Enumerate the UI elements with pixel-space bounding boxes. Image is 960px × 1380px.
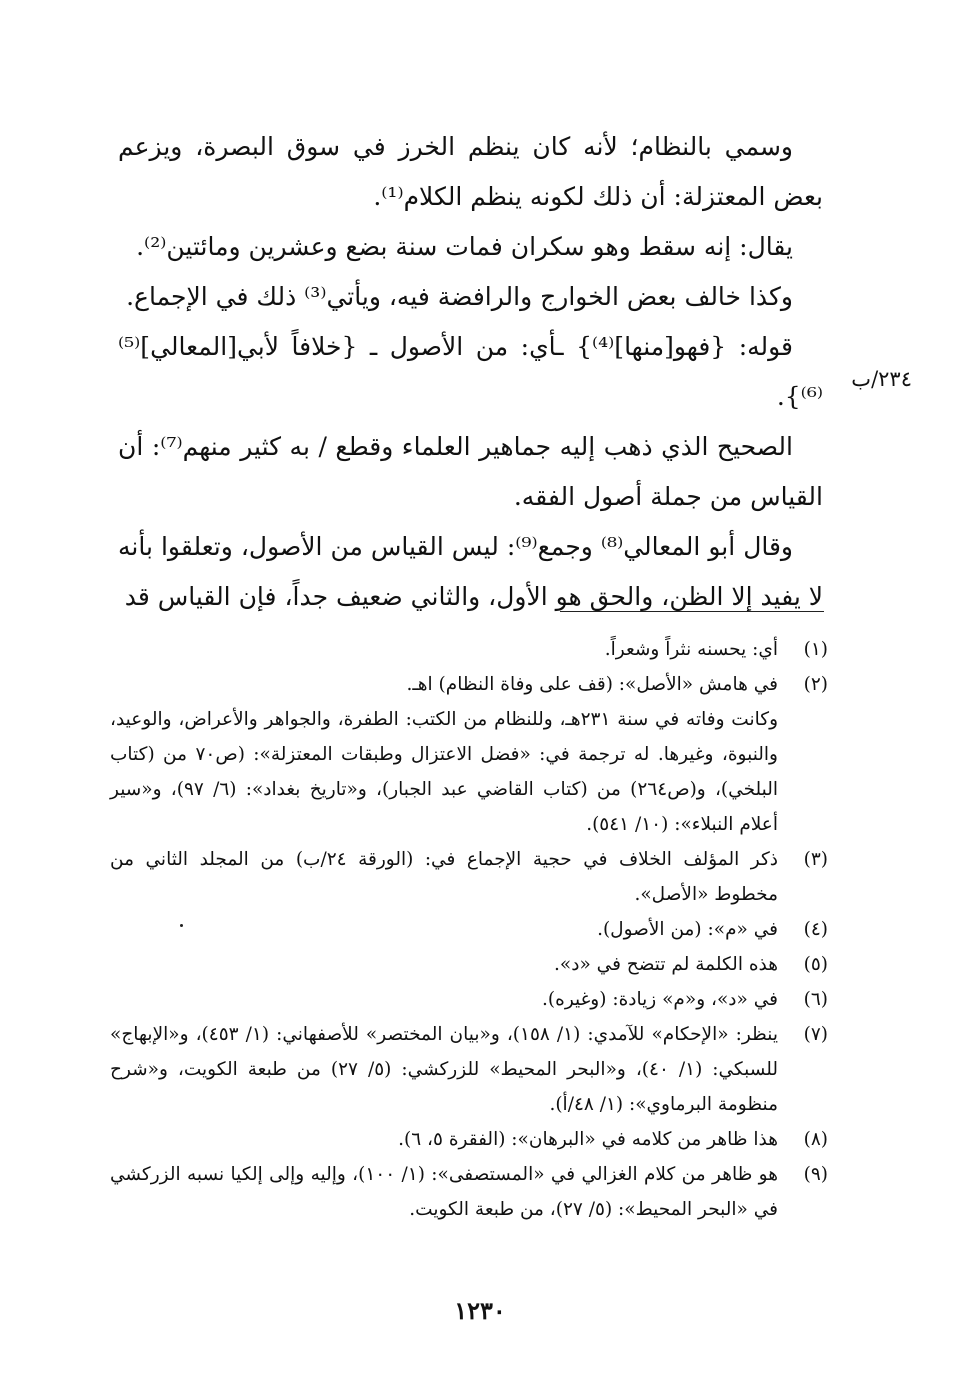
footnote-number: (٥) bbox=[803, 954, 828, 975]
footnote-item bbox=[110, 982, 828, 1017]
footnote-line: وكانت وفاته في سنة ٢٣١هـ، وللنظام من الكتب: الطفرة، والجواهر والأعراض، والوعيد، والنبوة، وغيرها. له ترجمة في: «فضل الاعتزال وطبقات المعتزلة»: (ص٧٠ من (كتاب البلخي)، و(ص٢٦٤) من (كتاب القاضي عبد الجبار)، و«تاريخ بغداد»: (٦/ ٩٧)، و«سير أعلام النبلاء»: (١٠/ ٥٤١). bbox=[110, 709, 778, 835]
footnote-text bbox=[110, 667, 778, 842]
footnote-line: ينظر: «الإحكام» للآمدي: (١/ ١٥٨)، و«بيان المختصر» للأصفهاني: (١/ ٤٥٣)، و«الإبهاج» للسبكي: (١/ ٤٠)، و«البحر المحيط» للزركشي: (٥/ ٢٧) من طبعة الكويت، و«شرح منظومة البرماوي»: (١/ ٤٨/أ). bbox=[110, 1024, 778, 1115]
footnote-number: (٨) bbox=[803, 1129, 828, 1150]
footnote-number: (٣) bbox=[803, 849, 828, 870]
footnote-line: هذا ظاهر من كلامه في «البرهان»: (الفقرة ٥، ٦). bbox=[398, 1129, 778, 1150]
footnote-line: هو ظاهر من كلام الغزالي في «المستصفى»: (١/ ١٠٠)، وإليه وإلى إلكيا نسبه الزركشي في «البحر المحيط»: (٥/ ٢٧)، من طبعة الكويت. bbox=[110, 1164, 778, 1220]
footnote-line: أي: يحسنه نثراً وشعراً. bbox=[604, 639, 778, 660]
footnote-number: (٢) bbox=[803, 674, 828, 695]
footnote-item bbox=[110, 1157, 828, 1227]
footnote-number: (٦) bbox=[803, 989, 828, 1010]
footnote-text bbox=[110, 912, 778, 947]
footnote-number: (٩) bbox=[803, 1164, 828, 1185]
paragraph: الصحيح الذي ذهب إليه جماهير العلماء وقطع / به كثير منهم⁽⁷⁾: أن القياس من جملة أصول الفقه. bbox=[118, 432, 823, 511]
footnote-text bbox=[110, 842, 778, 912]
footnote-line: في «د»، و«م» زيادة: (وغيره). bbox=[542, 989, 778, 1010]
paragraph: قوله: {فهو[منها]⁽⁴⁾} ـأي: من الأصول ـ {خلافاً لأبي[المعالي]⁽⁵⁾⁽⁶⁾}. bbox=[118, 332, 823, 411]
footnote-number: (٤) bbox=[803, 919, 828, 940]
footnote-line: في هامش «الأصل»: (قف على وفاة النظام) اهـ. bbox=[406, 674, 778, 695]
footnote-item bbox=[110, 632, 828, 667]
footnote-item bbox=[110, 947, 828, 982]
footnote-item bbox=[110, 1017, 828, 1122]
footnote-text bbox=[110, 1157, 778, 1227]
paragraph: وكذا خالف بعض الخوارج والرافضة فيه، ويأتي⁽³⁾ ذلك في الإجماع. bbox=[126, 282, 793, 311]
paragraph: وسمي بالنظام؛ لأنه كان ينظم الخرز في سوق البصرة، ويزعم بعض المعتزلة: أن ذلك لكونه ينظم الكلام⁽¹⁾. bbox=[118, 132, 823, 211]
footnote-text bbox=[110, 1122, 778, 1157]
footnote-line: هذه الكلمة لم تتضح في «د». bbox=[554, 954, 778, 975]
footnotes bbox=[110, 632, 828, 1227]
footnote-text bbox=[110, 1017, 778, 1122]
footnote-item bbox=[110, 912, 828, 947]
footnote-item bbox=[110, 1122, 828, 1157]
footnote-number: (٧) bbox=[803, 1024, 828, 1045]
main-text bbox=[118, 122, 823, 622]
footnote-item bbox=[110, 667, 828, 842]
footnote-number: (١) bbox=[803, 639, 828, 660]
footnote-text bbox=[110, 947, 778, 982]
footnote-text bbox=[110, 632, 778, 667]
footnote-line: ذكر المؤلف الخلاف في حجية الإجماع في: (الورقة ٢٤/ب) من المجلد الثاني من مخطوط «الأصل». bbox=[110, 849, 778, 905]
page-number: ١٢٣٠ bbox=[454, 1296, 506, 1325]
footnote-separator bbox=[560, 611, 824, 612]
paragraph: وقال أبو المعالي⁽⁸⁾ وجمع⁽⁹⁾: ليس القياس من الأصول، وتعلقوا بأنه لا يفيد إلا الظن، والحق هو الأول، والثاني ضعيف جداً، فإن القياس قد bbox=[118, 532, 823, 611]
footnote-text bbox=[110, 982, 778, 1017]
paragraph: يقال: إنه سقط وهو سكران فمات سنة بضع وعشرين ومائتين⁽²⁾. bbox=[136, 232, 793, 261]
footnote-line: في «م»: (من الأصول). bbox=[597, 919, 778, 940]
manuscript-folio-marker: ٢٣٤/ب bbox=[851, 367, 912, 391]
scan-speck bbox=[180, 924, 183, 927]
footnote-item bbox=[110, 842, 828, 912]
